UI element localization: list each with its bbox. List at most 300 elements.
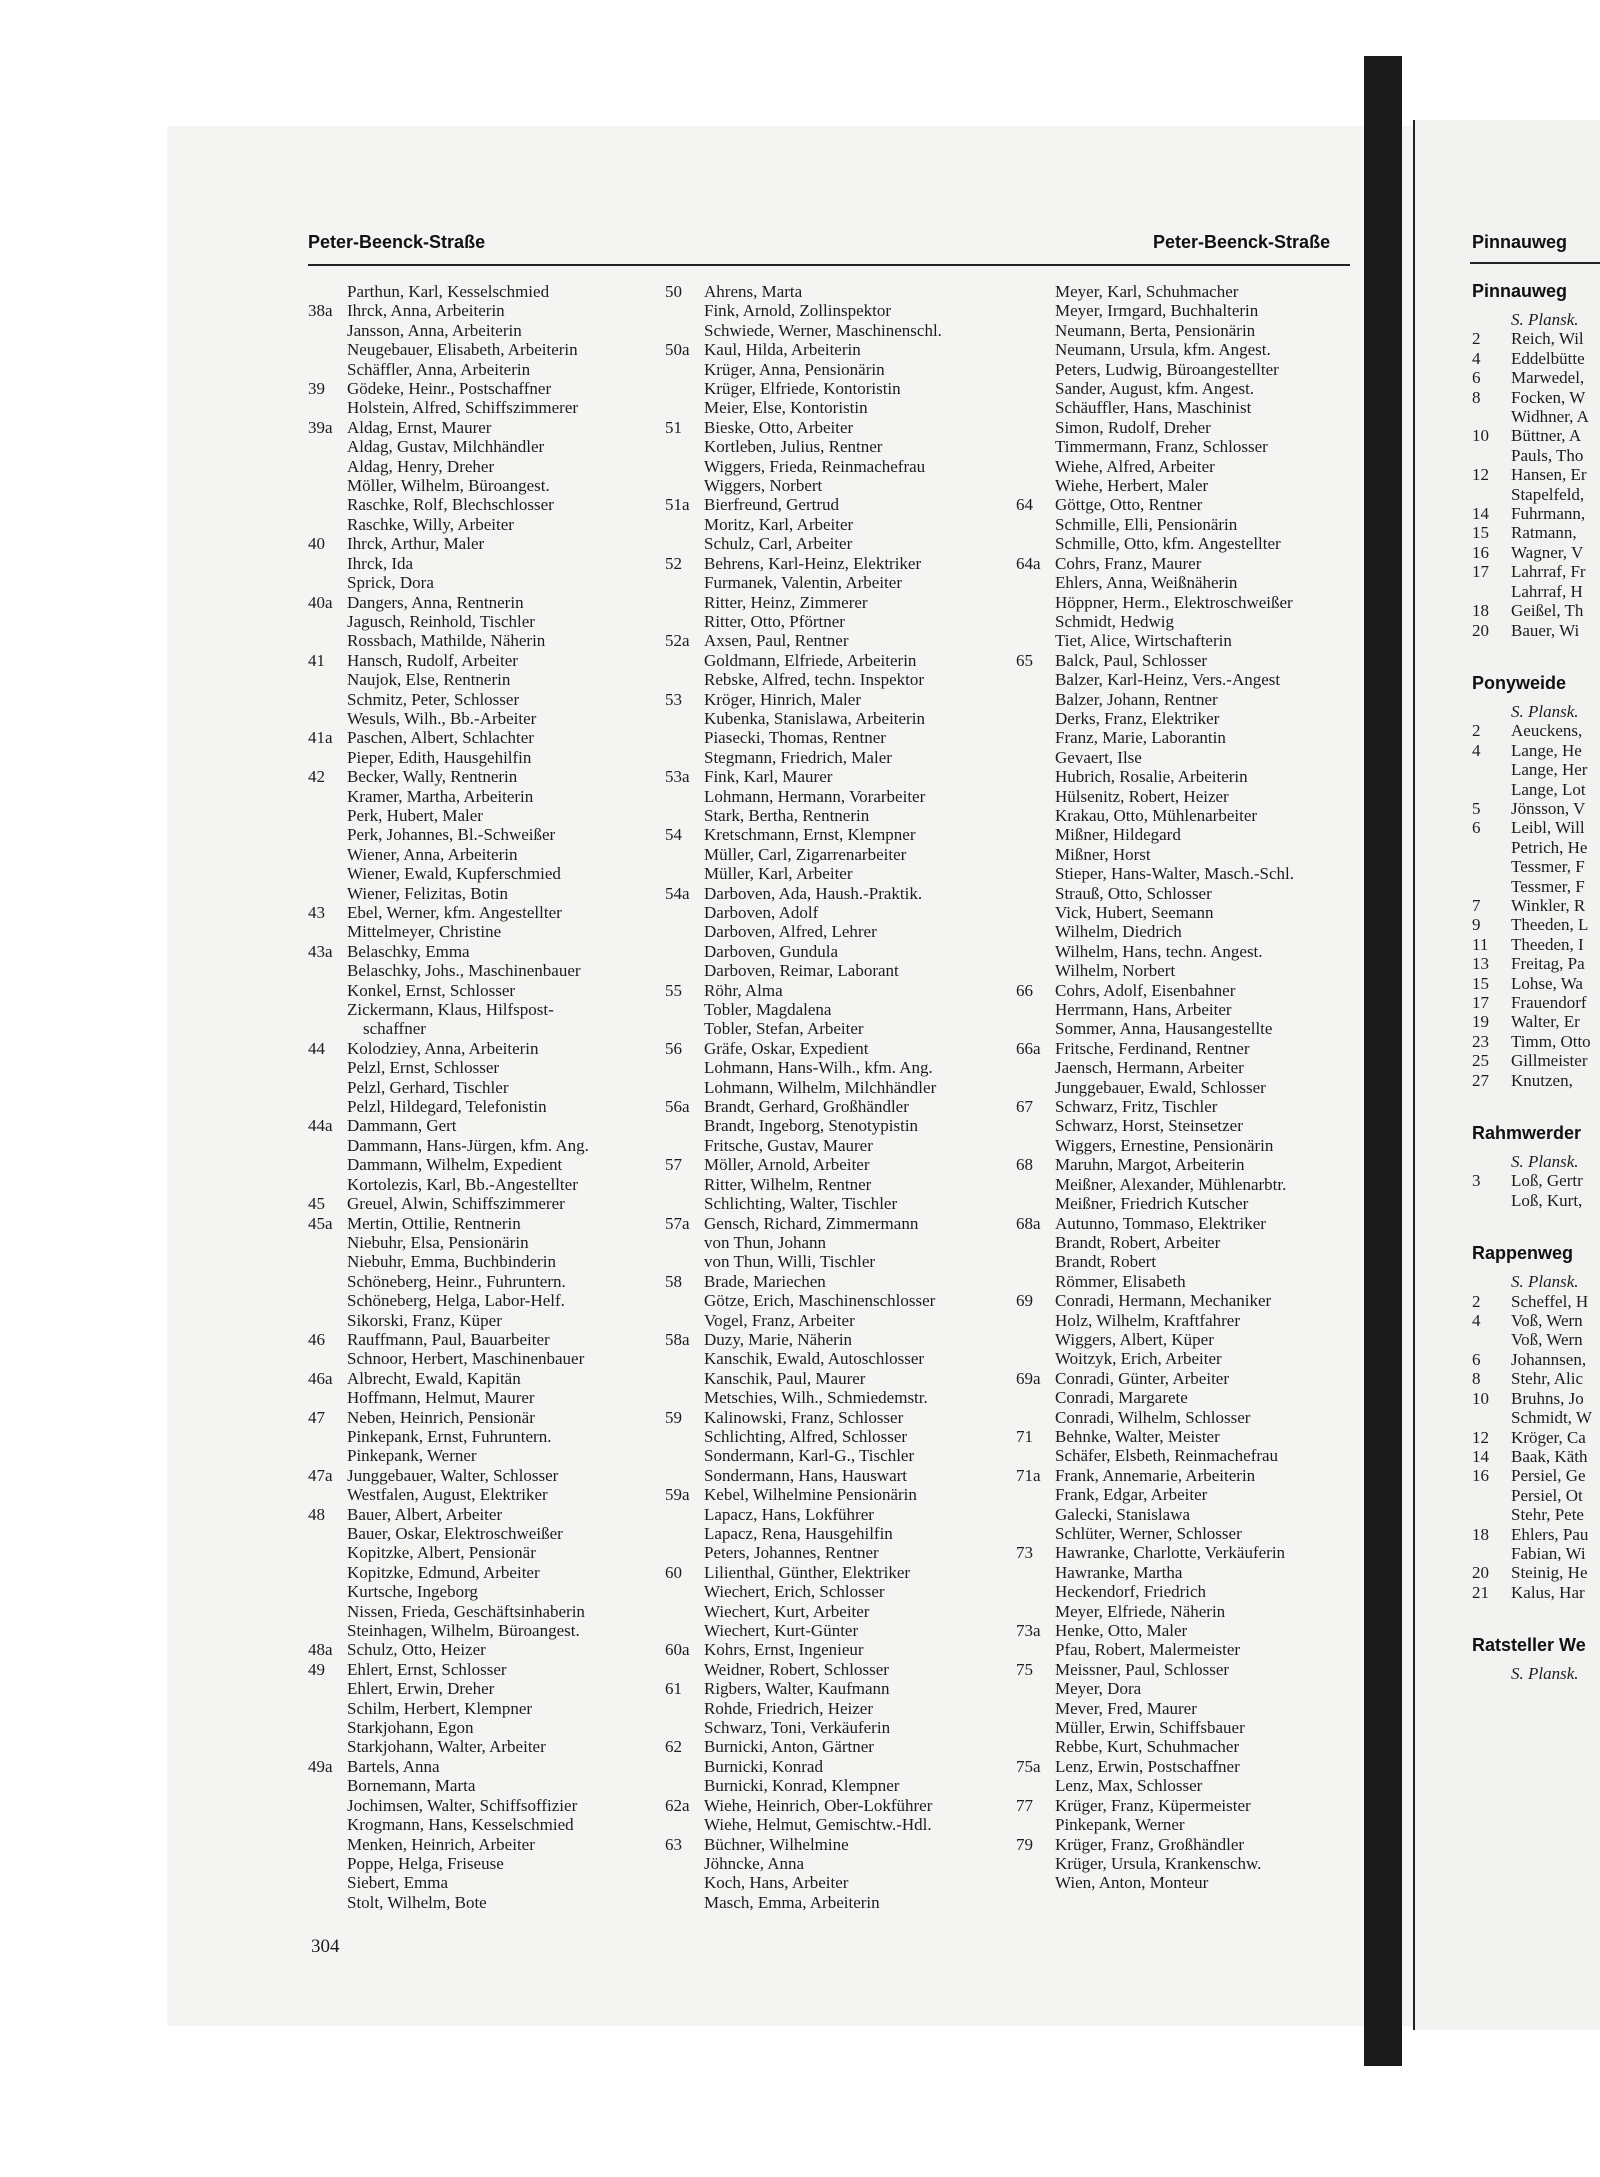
resident-entry: Wiechert, Erich, Schlosser bbox=[704, 1582, 885, 1602]
house-number: 27 bbox=[1472, 1070, 1489, 1090]
house-number bbox=[665, 1427, 704, 1446]
resident-entry: Neugebauer, Elisabeth, Arbeiterin bbox=[347, 340, 578, 360]
list-item bbox=[665, 1311, 1010, 1330]
resident-entry: Kramer, Martha, Arbeiterin bbox=[347, 786, 534, 806]
house-number bbox=[665, 1854, 704, 1873]
house-number bbox=[665, 534, 704, 553]
resident-entry: Bartels, Anna bbox=[347, 1756, 440, 1776]
list-item bbox=[665, 1505, 1010, 1524]
list-item bbox=[665, 690, 1010, 709]
list-item bbox=[665, 437, 1010, 456]
resident-entry: Krogmann, Hans, Kesselschmied bbox=[347, 1815, 574, 1835]
list-item bbox=[308, 1388, 643, 1407]
resident-entry: Paschen, Albert, Schlachter bbox=[347, 728, 534, 748]
house-number: 60a bbox=[665, 1640, 690, 1660]
house-number bbox=[1016, 282, 1055, 301]
house-number bbox=[1016, 1116, 1055, 1135]
house-number bbox=[308, 1427, 347, 1446]
house-number: 8 bbox=[1472, 387, 1481, 407]
map-reference: S. Plansk. bbox=[1511, 1152, 1579, 1172]
resident-entry: Raschke, Rolf, Blechschlosser bbox=[347, 495, 554, 515]
house-number: 6 bbox=[1472, 1349, 1481, 1369]
resident-entry: Rossbach, Mathilde, Näherin bbox=[347, 631, 546, 651]
house-number bbox=[308, 515, 347, 534]
resident-entry: Ihrck, Anna, Arbeiterin bbox=[347, 301, 505, 321]
house-number bbox=[665, 437, 704, 456]
house-number bbox=[308, 1485, 347, 1504]
house-number: 77 bbox=[1016, 1795, 1033, 1815]
house-number: 64 bbox=[1016, 495, 1033, 515]
resident-entry: Wagner, V bbox=[1511, 542, 1584, 562]
list-item bbox=[1016, 884, 1366, 903]
list-item bbox=[308, 282, 643, 301]
list-item bbox=[665, 1485, 1010, 1504]
list-item bbox=[308, 1116, 643, 1135]
list-item bbox=[308, 631, 643, 650]
house-number bbox=[1016, 1349, 1055, 1368]
resident-entry: Nissen, Frieda, Geschäftsinhaberin bbox=[347, 1601, 585, 1621]
list-item bbox=[665, 495, 1010, 514]
house-number bbox=[1016, 1737, 1055, 1756]
list-item bbox=[1016, 767, 1366, 786]
house-number bbox=[308, 961, 347, 980]
house-number bbox=[665, 1233, 704, 1252]
resident-entry: Stolt, Wilhelm, Bote bbox=[347, 1892, 487, 1912]
list-item bbox=[665, 360, 1010, 379]
house-number bbox=[1016, 1485, 1055, 1504]
house-number bbox=[308, 1291, 347, 1310]
house-number: 56 bbox=[665, 1038, 682, 1058]
list-item bbox=[308, 1835, 643, 1854]
resident-entry: Mittelmeyer, Christine bbox=[347, 922, 502, 942]
list-item bbox=[1472, 974, 1600, 993]
house-number bbox=[665, 1136, 704, 1155]
list-item bbox=[665, 1699, 1010, 1718]
list-item bbox=[1016, 787, 1366, 806]
resident-entry: Pieper, Edith, Hausgehilfin bbox=[347, 747, 532, 767]
house-number bbox=[308, 495, 347, 514]
house-number bbox=[308, 398, 347, 417]
list-item bbox=[1016, 709, 1366, 728]
resident-entry: Schlüter, Werner, Schlosser bbox=[1055, 1524, 1242, 1543]
resident-entry: Krüger, Anna, Pensionärin bbox=[704, 359, 885, 379]
resident-entry: Hawranke, Charlotte, Verkäuferin bbox=[1055, 1543, 1286, 1563]
resident-entry: Furmanek, Valentin, Arbeiter bbox=[704, 573, 902, 593]
list-item bbox=[665, 1873, 1010, 1892]
list-item bbox=[1016, 942, 1366, 961]
house-number bbox=[665, 1349, 704, 1368]
house-number bbox=[1016, 573, 1055, 592]
house-number: 61 bbox=[665, 1679, 682, 1699]
resident-entry: Tessmer, F bbox=[1511, 876, 1585, 896]
list-item bbox=[665, 282, 1010, 301]
resident-entry: Kröger, Hinrich, Maler bbox=[704, 689, 861, 709]
house-number: 69 bbox=[1016, 1291, 1033, 1311]
house-number: 51 bbox=[665, 417, 682, 437]
list-item bbox=[1016, 1233, 1366, 1252]
resident-entry: Kröger, Ca bbox=[1511, 1427, 1586, 1447]
resident-entry: Schlichting, Walter, Tischler bbox=[704, 1194, 898, 1214]
resident-entry: Darboven, Adolf bbox=[704, 903, 819, 922]
list-item bbox=[665, 1543, 1010, 1562]
house-number: 46a bbox=[308, 1368, 333, 1388]
resident-entry: Cohrs, Franz, Maurer bbox=[1055, 553, 1202, 573]
resident-entry: Schilm, Herbert, Klempner bbox=[347, 1698, 533, 1718]
list-item bbox=[308, 787, 643, 806]
house-number bbox=[1472, 582, 1511, 601]
house-number: 41 bbox=[308, 650, 325, 670]
resident-entry: Wesuls, Wilh., Bb.-Arbeiter bbox=[347, 708, 537, 728]
list-item bbox=[1472, 1292, 1600, 1311]
resident-entry: Baak, Käth bbox=[1511, 1446, 1588, 1466]
house-number: 71 bbox=[1016, 1426, 1033, 1446]
list-item bbox=[665, 1854, 1010, 1873]
resident-entry: Büchner, Wilhelmine bbox=[704, 1834, 849, 1854]
house-number bbox=[308, 1893, 347, 1912]
resident-entry: Möller, Arnold, Arbeiter bbox=[704, 1155, 870, 1175]
house-number: 2 bbox=[1472, 721, 1481, 741]
list-item bbox=[1016, 1873, 1366, 1892]
resident-entry: Lahrraf, Fr bbox=[1511, 562, 1586, 582]
list-item bbox=[665, 1737, 1010, 1756]
house-number bbox=[1016, 1582, 1055, 1601]
resident-entry: Wilhelm, Hans, techn. Angest. bbox=[1055, 941, 1263, 961]
list-item bbox=[665, 1776, 1010, 1795]
list-item bbox=[1016, 379, 1366, 398]
list-item bbox=[308, 321, 643, 340]
resident-entry: Wien, Anton, Monteur bbox=[1055, 1873, 1209, 1893]
house-number bbox=[665, 1019, 704, 1038]
resident-entry: Mißner, Hildegard bbox=[1055, 825, 1181, 845]
resident-entry: Wilhelm, Norbert bbox=[1055, 961, 1176, 981]
resident-entry: Ihrck, Arthur, Maler bbox=[347, 534, 485, 554]
resident-entry: Rauffmann, Paul, Bauarbeiter bbox=[347, 1329, 550, 1349]
house-number: 14 bbox=[1472, 504, 1489, 524]
resident-entry: Fink, Karl, Maurer bbox=[704, 767, 833, 787]
list-item bbox=[308, 690, 643, 709]
house-number bbox=[308, 1311, 347, 1330]
house-number: 41a bbox=[308, 728, 333, 748]
list-item bbox=[1472, 1350, 1600, 1369]
resident-entry: Lohmann, Hans-Wilh., kfm. Ang. bbox=[704, 1058, 933, 1078]
house-number: 2 bbox=[1472, 1291, 1481, 1311]
resident-entry: Jagusch, Reinhold, Tischler bbox=[347, 611, 535, 631]
house-number bbox=[1016, 360, 1055, 379]
list-item bbox=[665, 1097, 1010, 1116]
house-number bbox=[665, 398, 704, 417]
house-number: 46 bbox=[308, 1329, 325, 1349]
resident-entry: Meyer, Dora bbox=[1055, 1679, 1142, 1699]
list-item bbox=[1016, 825, 1366, 844]
house-number bbox=[308, 1873, 347, 1892]
resident-entry: Krüger, Elfriede, Kontoristin bbox=[704, 379, 901, 399]
resident-entry: Kortleben, Julius, Rentner bbox=[704, 437, 883, 457]
list-item bbox=[1016, 922, 1366, 941]
house-number bbox=[665, 1000, 704, 1019]
resident-entry: Hawranke, Martha bbox=[1055, 1562, 1183, 1582]
house-number: 48a bbox=[308, 1640, 333, 1660]
resident-entry: Wiechert, Kurt-Günter bbox=[704, 1621, 859, 1641]
house-number: 67 bbox=[1016, 1097, 1033, 1117]
resident-entry: Perk, Hubert, Maler bbox=[347, 805, 483, 825]
resident-entry: Persiel, Ge bbox=[1511, 1466, 1586, 1486]
house-number: 47a bbox=[308, 1465, 333, 1485]
list-item bbox=[308, 1252, 643, 1271]
list-item bbox=[1472, 1544, 1600, 1563]
house-number bbox=[308, 1136, 347, 1155]
list-item bbox=[1016, 1000, 1366, 1019]
house-number bbox=[665, 1718, 704, 1737]
resident-entry: Focken, W bbox=[1511, 387, 1586, 407]
resident-entry: Ebel, Werner, kfm. Angestellter bbox=[347, 903, 562, 922]
list-item bbox=[1472, 388, 1600, 407]
list-item bbox=[308, 1854, 643, 1873]
resident-entry: Jöhncke, Anna bbox=[704, 1853, 805, 1873]
resident-entry: Müller, Karl, Arbeiter bbox=[704, 864, 853, 884]
house-number: 17 bbox=[1472, 993, 1489, 1012]
resident-entry: Sprick, Dora bbox=[347, 573, 434, 593]
list-item bbox=[1016, 1737, 1366, 1756]
resident-entry: Pinkepank, Ernst, Fuhruntern. bbox=[347, 1426, 552, 1446]
map-reference: S. Plansk. bbox=[1511, 701, 1579, 721]
house-number: 53 bbox=[665, 689, 682, 709]
resident-entry: Bierfreund, Gertrud bbox=[704, 495, 840, 515]
resident-entry: Aeuckens, bbox=[1511, 721, 1583, 741]
list-item bbox=[665, 942, 1010, 961]
list-item bbox=[1472, 1583, 1600, 1602]
resident-entry: Lohmann, Hermann, Vorarbeiter bbox=[704, 786, 926, 806]
resident-entry: Meyer, Irmgard, Buchhalterin bbox=[1055, 301, 1259, 321]
list-item bbox=[665, 1815, 1010, 1834]
list-item bbox=[665, 1369, 1010, 1388]
house-number: 62 bbox=[665, 1737, 682, 1757]
list-item bbox=[1016, 360, 1366, 379]
list-item bbox=[1016, 670, 1366, 689]
resident-entry: Weidner, Robert, Schlosser bbox=[704, 1659, 889, 1679]
house-number bbox=[308, 670, 347, 689]
resident-entry: Kanschik, Ewald, Autoschlosser bbox=[704, 1349, 925, 1369]
house-number bbox=[665, 1602, 704, 1621]
house-number bbox=[1016, 864, 1055, 883]
list-item bbox=[665, 864, 1010, 883]
resident-entry: Rebbe, Kurt, Schuhmacher bbox=[1055, 1737, 1240, 1757]
list-item bbox=[308, 845, 643, 864]
resident-entry: Kurtsche, Ingeborg bbox=[347, 1582, 478, 1602]
resident-entry: Schnoor, Herbert, Maschinenbauer bbox=[347, 1349, 585, 1369]
resident-entry: Kortolezis, Karl, Bb.-Angestellter bbox=[347, 1174, 578, 1194]
house-number bbox=[308, 612, 347, 631]
list-item bbox=[308, 1000, 643, 1019]
resident-entry: Fuhrmann, bbox=[1511, 504, 1586, 524]
house-number: 57a bbox=[665, 1213, 690, 1233]
list-item bbox=[1472, 780, 1600, 799]
list-item bbox=[1472, 1051, 1600, 1070]
house-number bbox=[308, 1252, 347, 1271]
list-item bbox=[665, 1116, 1010, 1135]
list-item bbox=[1472, 601, 1600, 620]
list-item bbox=[665, 825, 1010, 844]
list-item bbox=[1472, 954, 1600, 973]
list-item bbox=[1472, 1389, 1600, 1408]
house-number: 15 bbox=[1472, 523, 1489, 543]
house-number bbox=[665, 806, 704, 825]
list-item bbox=[665, 1408, 1010, 1427]
list-item bbox=[665, 1718, 1010, 1737]
house-number bbox=[665, 864, 704, 883]
list-item bbox=[665, 1175, 1010, 1194]
resident-entry: Becker, Wally, Rentnerin bbox=[347, 767, 518, 787]
resident-entry: Wiener, Ewald, Kupferschmied bbox=[347, 864, 561, 884]
resident-entry: Sondermann, Hans, Hauswart bbox=[704, 1465, 908, 1485]
list-item bbox=[1472, 1171, 1600, 1190]
house-number bbox=[665, 573, 704, 592]
resident-entry: Wiehe, Herbert, Maler bbox=[1055, 476, 1209, 496]
header-rule-next-page bbox=[1470, 262, 1600, 264]
list-item bbox=[1472, 721, 1600, 740]
resident-entry: Siebert, Emma bbox=[347, 1873, 449, 1893]
house-number: 52a bbox=[665, 631, 690, 651]
resident-entry: Kopitzke, Edmund, Arbeiter bbox=[347, 1562, 540, 1582]
house-number bbox=[1016, 1873, 1055, 1892]
list-item bbox=[1016, 398, 1366, 417]
list-item bbox=[665, 1388, 1010, 1407]
list-item bbox=[665, 728, 1010, 747]
resident-entry: Rebske, Alfred, techn. Inspektor bbox=[704, 670, 924, 690]
house-number bbox=[665, 1175, 704, 1194]
resident-entry: Krüger, Ursula, Krankenschw. bbox=[1055, 1853, 1262, 1873]
list-item bbox=[1016, 321, 1366, 340]
house-number: 39a bbox=[308, 417, 333, 437]
house-number: 12 bbox=[1472, 1427, 1489, 1447]
list-item bbox=[1016, 981, 1366, 1000]
list-item bbox=[308, 1194, 643, 1213]
resident-entry: Behrens, Karl-Heinz, Elektriker bbox=[704, 553, 922, 573]
resident-entry: Sommer, Anna, Hausangestellte bbox=[1055, 1019, 1273, 1039]
house-number bbox=[308, 1582, 347, 1601]
house-number bbox=[308, 573, 347, 592]
resident-entry: Westfalen, August, Elektriker bbox=[347, 1485, 548, 1505]
list-item bbox=[1016, 457, 1366, 476]
house-number: 59a bbox=[665, 1485, 690, 1505]
resident-entry: Bauer, Oskar, Elektroschweißer bbox=[347, 1524, 563, 1543]
list-item bbox=[308, 670, 643, 689]
resident-entry: Perk, Johannes, Bl.-Schweißer bbox=[347, 825, 556, 845]
house-number bbox=[1016, 301, 1055, 320]
resident-entry: Schäfer, Elsbeth, Reinmachefrau bbox=[1055, 1446, 1279, 1466]
resident-entry: Peters, Johannes, Rentner bbox=[704, 1543, 879, 1563]
house-number: 73 bbox=[1016, 1543, 1033, 1563]
house-number bbox=[1016, 1699, 1055, 1718]
house-number bbox=[1016, 1233, 1055, 1252]
house-number bbox=[665, 1369, 704, 1388]
house-number bbox=[1016, 1505, 1055, 1524]
house-number: 68a bbox=[1016, 1213, 1041, 1233]
resident-entry: Stapelfeld, bbox=[1511, 484, 1585, 504]
house-number: 23 bbox=[1472, 1031, 1489, 1051]
house-number bbox=[308, 1233, 347, 1252]
list-item bbox=[1472, 935, 1600, 954]
house-number bbox=[1016, 1252, 1055, 1271]
resident-entry: Gensch, Richard, Zimmermann bbox=[704, 1213, 919, 1233]
list-item bbox=[1016, 1563, 1366, 1582]
facing-page-column bbox=[1472, 282, 1600, 1684]
house-number: 63 bbox=[665, 1834, 682, 1854]
house-number bbox=[1016, 1563, 1055, 1582]
resident-entry: Cohrs, Adolf, Eisenbahner bbox=[1055, 980, 1236, 1000]
list-item bbox=[1472, 523, 1600, 542]
resident-entry: Kanschik, Paul, Maurer bbox=[704, 1368, 866, 1388]
resident-entry: Eddelbütte bbox=[1511, 348, 1585, 368]
list-item bbox=[308, 1776, 643, 1795]
house-number bbox=[1016, 457, 1055, 476]
resident-entry: Ehlert, Ernst, Schlosser bbox=[347, 1659, 507, 1679]
house-number: 44a bbox=[308, 1116, 333, 1136]
resident-entry: Lapacz, Hans, Lokführer bbox=[704, 1504, 874, 1524]
house-number bbox=[665, 709, 704, 728]
house-number bbox=[308, 787, 347, 806]
resident-entry: Franz, Marie, Laborantin bbox=[1055, 728, 1226, 748]
list-item bbox=[1472, 1525, 1600, 1544]
resident-entry: Tessmer, F bbox=[1511, 857, 1585, 877]
resident-entry: Brandt, Gerhard, Großhändler bbox=[704, 1097, 909, 1117]
list-item bbox=[1016, 1330, 1366, 1349]
house-number bbox=[665, 961, 704, 980]
house-number bbox=[665, 942, 704, 961]
directory-column-3 bbox=[1016, 282, 1366, 1893]
house-number: 58 bbox=[665, 1271, 682, 1291]
resident-entry: Burnicki, Konrad, Klempner bbox=[704, 1776, 900, 1796]
list-item bbox=[1472, 543, 1600, 562]
list-item bbox=[1016, 1640, 1366, 1659]
resident-entry: Timmermann, Franz, Schlosser bbox=[1055, 437, 1268, 457]
resident-entry: Bruhns, Jo bbox=[1511, 1388, 1584, 1408]
house-number bbox=[1016, 748, 1055, 767]
resident-entry: Mißner, Horst bbox=[1055, 844, 1151, 864]
resident-entry: Wiehe, Alfred, Arbeiter bbox=[1055, 456, 1215, 476]
resident-entry: Belaschky, Johs., Maschinenbauer bbox=[347, 961, 581, 981]
resident-entry: Belaschky, Emma bbox=[347, 941, 470, 961]
list-item bbox=[665, 1466, 1010, 1485]
list-item bbox=[1472, 896, 1600, 915]
house-number bbox=[308, 1349, 347, 1368]
resident-entry: Kebel, Wilhelmine Pensionärin bbox=[704, 1485, 917, 1505]
resident-entry: Holz, Wilhelm, Kraftfahrer bbox=[1055, 1310, 1240, 1330]
house-number bbox=[308, 806, 347, 825]
list-item bbox=[308, 1175, 643, 1194]
list-item bbox=[308, 1078, 643, 1097]
list-item bbox=[1016, 1796, 1366, 1815]
list-item bbox=[665, 554, 1010, 573]
list-item bbox=[665, 1330, 1010, 1349]
list-item bbox=[665, 1000, 1010, 1019]
list-item bbox=[1016, 651, 1366, 670]
resident-entry: Hoffmann, Helmut, Maurer bbox=[347, 1388, 535, 1408]
list-item bbox=[1472, 562, 1600, 581]
list-item bbox=[665, 1233, 1010, 1252]
resident-entry: Maruhn, Margot, Arbeiterin bbox=[1055, 1155, 1245, 1175]
list-item bbox=[308, 709, 643, 728]
resident-entry: Schwarz, Horst, Steinsetzer bbox=[1055, 1116, 1243, 1136]
resident-entry: Persiel, Ot bbox=[1511, 1485, 1583, 1505]
list-item bbox=[308, 593, 643, 612]
house-number bbox=[1016, 961, 1055, 980]
house-number bbox=[308, 282, 347, 301]
resident-entry: Fabian, Wi bbox=[1511, 1543, 1586, 1563]
list-item bbox=[665, 981, 1010, 1000]
list-item bbox=[665, 1796, 1010, 1815]
resident-entry: Gillmeister bbox=[1511, 1051, 1588, 1071]
list-item bbox=[665, 787, 1010, 806]
